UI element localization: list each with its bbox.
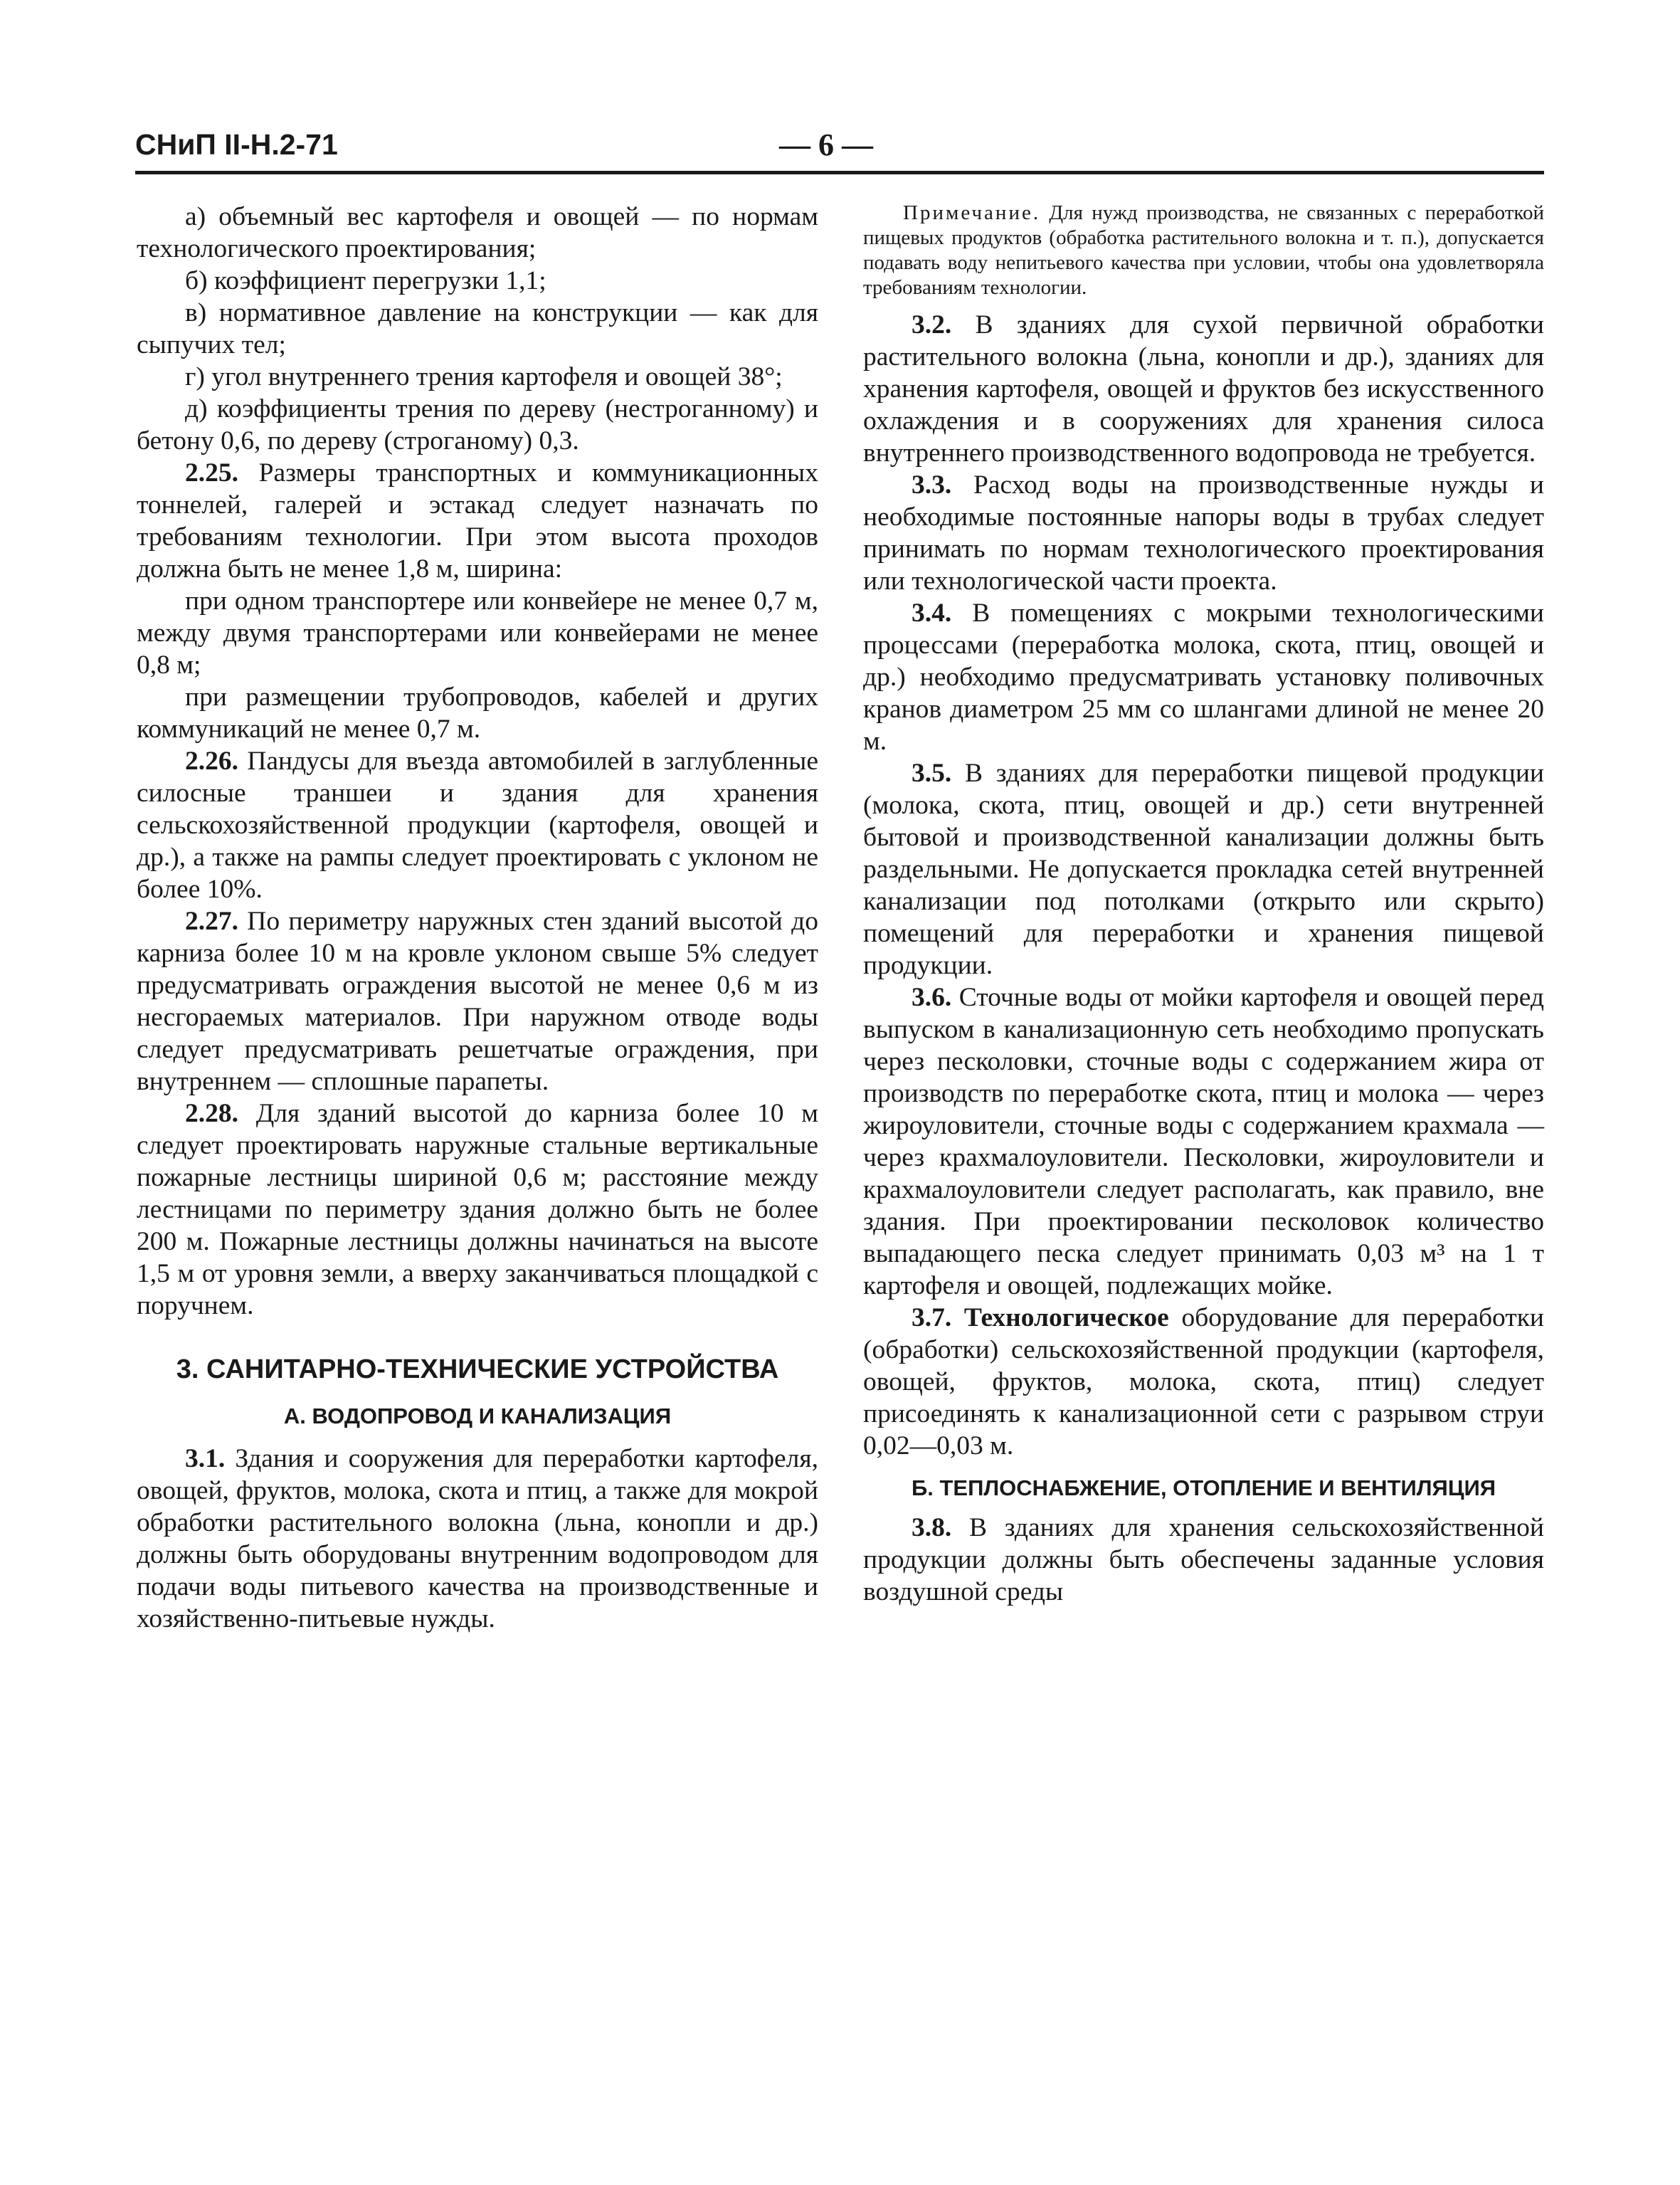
paragraph-text: оборудование для переработки (обработки) сельскохозяйственной продукции (картофеля, овощей, фруктов, молока, скота, птиц) следует присоединять к канализационной сети с разрывом струи 0,02—0,03 м. [863, 1303, 1544, 1460]
paragraph-2-25 [137, 457, 818, 585]
right-column [863, 201, 1544, 1608]
paragraph-2-26 [137, 745, 818, 905]
paragraph-2-25-sub-a: при одном транспортере или конвейере не менее 0,7 м, между двумя транспортерами или конвейерами не менее 0,8 м; [137, 586, 818, 680]
paragraph-number: 2.28. [185, 1099, 238, 1128]
subsection-title: А. ВОДОПРОВОД И КАНАЛИЗАЦИЯ [283, 1404, 672, 1428]
paragraph-text: В зданиях для переработки пищевой продукции (молока, скота, птиц, овощей и др.) сети внутренней бытовой и производственной канализации должны быть раздельными. Не допускается прокладка сетей внутренней канализации под потолками (открыто или скрыто) помещений для переработки и хранения пищевой продукции. [863, 759, 1544, 980]
header-rule [135, 171, 1544, 174]
paragraph-3-6 [863, 981, 1544, 1302]
paragraph-3-2 [863, 309, 1544, 469]
list-item: в) нормативное давление на конструкции — как для сыпучих тел; [137, 298, 818, 359]
document-code: СНиП II-Н.2-71 [135, 128, 338, 161]
list-item: а) объемный вес картофеля и овощей — по нормам технологического проектирования; [137, 202, 818, 263]
paragraph-text: Расход воды на производственные нужды и необходимые постоянные напоры воды в трубах следует принимать по нормам технологического проектирования или технологической части проекта. [863, 470, 1544, 596]
section-title: 3. САНИТАРНО-ТЕХНИЧЕСКИЕ УСТРОЙСТВА [176, 1354, 779, 1384]
paragraph-text: В зданиях для сухой первичной обработки растительного волокна (льна, конопли и др.), зданиях для хранения картофеля, овощей и фруктов без искусственного охлаждения и в сооружениях для хранения силоса внутреннего производственного водопровода не требуется. [863, 310, 1544, 468]
paragraph-text: Размеры транспортных и коммуникационных тоннелей, галерей и эстакад следует назначать по требованиям технологии. При этом высота проходов должна быть не менее 1,8 м, ширина: [137, 458, 818, 584]
list-item: г) угол внутреннего трения картофеля и овощей 38°; [185, 362, 783, 391]
paragraph-3-7 [863, 1302, 1544, 1462]
paragraph-number: 3.7. Технологическое [912, 1303, 1169, 1332]
paragraph-3-5 [863, 757, 1544, 981]
note-text: Для нужд производства, не связанных с переработкой пищевых продуктов (обработка растительного волокна и т. п.), допускается подавать воду непитьевого качества при условии, чтобы она удовлетворяла требованиям технологии. [863, 201, 1544, 299]
paragraph-text: Здания и сооружения для переработки картофеля, овощей, фруктов, молока, скота и птиц, а также для мокрой обработки растительного волокна (льна, конопли и др.) должны быть оборудованы внутренним водопроводом для подачи воды питьевого качества на производственные и хозяйственно-питьевые нужды. [137, 1444, 818, 1633]
note [863, 201, 1544, 300]
note-label: Примечание. [903, 201, 1041, 224]
page-number: — 6 — [779, 127, 873, 162]
paragraph-2-25-sub-b: при размещении трубопроводов, кабелей и других коммуникаций не менее 0,7 м. [137, 683, 818, 744]
paragraph-3-1 [137, 1443, 818, 1635]
paragraph-number: 3.8. [912, 1513, 952, 1542]
page-header [135, 122, 1544, 172]
list-item: д) коэффициенты трения по дереву (нестроганному) и бетону 0,6, по дереву (строганому) 0,3. [137, 394, 818, 456]
paragraph-3-8 [863, 1512, 1544, 1608]
paragraph-number: 3.5. [912, 759, 952, 788]
list-item: б) коэффициент перегрузки 1,1; [185, 266, 546, 295]
paragraph-3-3 [863, 469, 1544, 597]
paragraph-text: Для зданий высотой до карниза более 10 м следует проектировать наружные стальные вертикальные пожарные лестницы шириной 0,6 м; расстояние между лестницами по периметру здания должно быть не более 200 м. Пожарные лестницы должны начинаться на высоте 1,5 м от уровня земли, а вверху заканчиваться площадкой с поручнем. [137, 1099, 818, 1320]
paragraph-number: 2.26. [185, 747, 238, 776]
paragraph-number: 2.27. [185, 907, 238, 936]
subsection-title: Б. ТЕПЛОСНАБЖЕНИЕ, ОТОПЛЕНИЕ И ВЕНТИЛЯЦИЯ [911, 1475, 1496, 1500]
paragraph-text: В зданиях для хранения сельскохозяйственной продукции должны быть обеспечены заданные условия воздушной среды [863, 1513, 1544, 1606]
paragraph-2-27 [137, 905, 818, 1097]
paragraph-number: 2.25. [185, 458, 238, 488]
paragraph-number: 3.4. [912, 599, 952, 628]
paragraph-number: 3.2. [912, 310, 952, 339]
paragraph-number: 3.6. [912, 983, 952, 1012]
paragraph-text: Сточные воды от мойки картофеля и овощей перед выпуском в канализационную сеть необходимо пропускать через песколовки, сточные воды с содержанием жира от производств по переработке скота, птиц и молока — через жироуловители, сточные воды с содержанием крахмала — через крахмалоуловители. Песколовки, жироуловители и крахмалоуловители следует располагать, как правило, вне здания. При проектировании песколовок количество выпадающего песка следует принимать 0,03 м³ на 1 т картофеля и овощей, подлежащих мойке. [863, 983, 1544, 1300]
paragraph-text: В помещениях с мокрыми технологическими процессами (переработка молока, скота, птиц, овощей и др.) необходимо предусматривать установку поливочных кранов диаметром 25 мм со шлангами длиной не менее 20 м. [863, 599, 1544, 756]
paragraph-number: 3.3. [912, 470, 952, 500]
paragraph-number: 3.1. [185, 1444, 226, 1473]
paragraph-text: По периметру наружных стен зданий высотой до карниза более 10 м на кровле уклоном свыше 5% следует предусматривать ограждения высотой не менее 0,6 м из несгораемых материалов. При наружном отводе воды следует предусматривать решетчатые ограждения, при внутреннем — сплошные парапеты. [137, 907, 818, 1096]
left-column [137, 201, 818, 1635]
paragraph-3-4 [863, 597, 1544, 757]
paragraph-text: Пандусы для въезда автомобилей в заглубленные силосные траншеи и здания для хранения сельскохозяйственной продукции (картофеля, овощей и др.), а также на рампы следует проектировать с уклоном не более 10%. [137, 747, 818, 904]
paragraph-2-28 [137, 1097, 818, 1322]
